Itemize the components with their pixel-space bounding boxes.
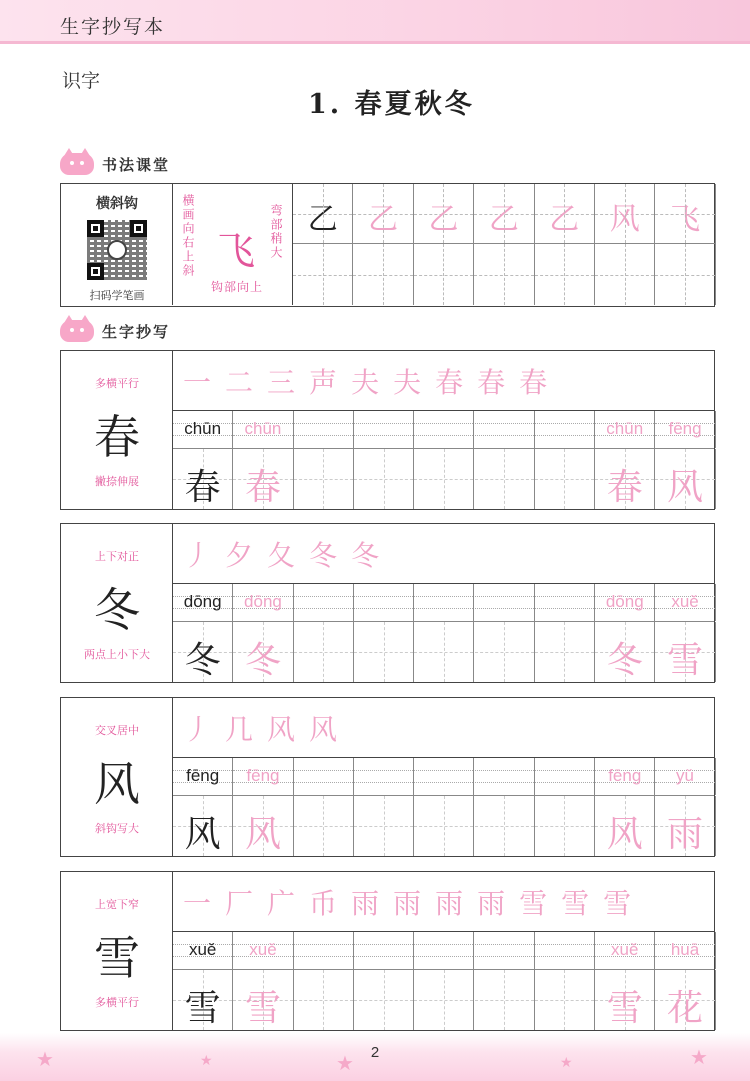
char-row [173,970,714,1030]
pinyin-cell[interactable] [475,932,535,969]
char-cell[interactable] [294,970,354,1030]
char-cell[interactable] [414,622,474,682]
pinyin-cell[interactable] [294,411,354,448]
tip-top: 多横平行 [95,377,139,390]
stroke-step: 春 [435,365,464,399]
char-cell[interactable] [414,970,474,1030]
stroke-step: 丿 [183,712,212,746]
char-cell[interactable] [655,796,715,856]
pinyin-text: fēng [668,419,702,438]
footer-band: ★ ★ ★ ★ ★ [0,1033,750,1081]
char-cell[interactable] [233,622,293,682]
char-cell[interactable] [595,970,655,1030]
pinyin-cell[interactable] [655,411,715,448]
char-cell[interactable] [173,449,233,509]
char-cell[interactable] [294,449,354,509]
tip-bottom: 斜钩写大 [95,822,139,835]
char-cell[interactable] [173,970,233,1030]
pinyin-cell[interactable] [655,758,715,795]
stroke-step: 雨 [435,886,464,920]
calligraphy-empty-cell[interactable] [353,244,413,305]
stroke-order-row [173,698,714,758]
pinyin-text: huā [670,940,700,959]
pinyin-text: dōng [183,592,222,611]
calligraphy-empty-cell[interactable] [293,244,353,305]
calligraphy-practice-cell[interactable] [535,184,595,244]
cat-icon [60,153,94,175]
pinyin-cell[interactable] [173,411,233,448]
stroke-step: 一 [183,886,212,920]
char-text: 雪 [184,988,221,1029]
pinyin-cell[interactable] [475,411,535,448]
char-row [173,796,714,856]
calligraphy-practice-cell[interactable] [595,184,655,244]
char-row [173,449,714,509]
char-text: 春 [184,467,221,508]
pinyin-row [173,584,714,622]
stroke-step: 夫 [351,365,380,399]
stroke-step: 雪 [603,886,632,920]
stroke-step: 几 [225,712,254,746]
char-cell[interactable] [475,970,535,1030]
stroke-step: 春 [477,365,506,399]
stroke-step: 风 [309,712,338,746]
pinyin-cell[interactable] [535,758,595,795]
calligraphy-practice-glyph: 风 [609,202,640,237]
char-row [173,622,714,682]
calligraphy-empty-cell[interactable] [655,244,715,305]
pinyin-cell[interactable] [173,584,233,621]
char-text: 风 [184,814,221,855]
pinyin-text: chūn [184,419,222,438]
stroke-step: 丿 [183,538,212,572]
pinyin-text: fēng [186,766,220,785]
pinyin-cell[interactable] [475,584,535,621]
char-text: 雨 [667,814,704,855]
char-text: 雪 [606,988,643,1029]
stroke-step: 雪 [561,886,590,920]
pinyin-cell[interactable] [173,932,233,969]
character-model [61,698,173,856]
tip-left: 横画向右上斜 [181,194,195,278]
tip-bottom: 多横平行 [95,996,139,1009]
char-cell[interactable] [414,796,474,856]
pinyin-cell[interactable] [414,411,474,448]
pinyin-text: chūn [244,419,282,438]
pinyin-cell[interactable] [414,584,474,621]
tip-bottom: 撇捺伸展 [95,475,139,488]
book-title: 生字抄写本 [60,16,166,38]
character-model [61,872,173,1030]
calligraphy-practice-glyph: 乙 [307,202,338,237]
stroke-order-row [173,872,714,932]
calligraphy-practice-glyph: 乙 [549,202,580,237]
char-cell[interactable] [475,796,535,856]
pinyin-text: dōng [605,592,644,611]
char-cell[interactable] [354,449,414,509]
qr-cell [61,184,173,305]
char-cell[interactable] [655,449,715,509]
calligraphy-empty-cell[interactable] [474,244,534,305]
char-text: 春 [244,467,281,508]
char-text: 花 [667,988,704,1029]
char-cell[interactable] [655,622,715,682]
calligraphy-practice-cell[interactable] [474,184,534,244]
char-cell[interactable] [354,622,414,682]
stroke-step: 广 [267,886,296,920]
stroke-step: 夕 [225,538,254,572]
stroke-step: 厂 [225,886,254,920]
pinyin-cell[interactable] [294,584,354,621]
calligraphy-practice-glyph: 乙 [488,202,519,237]
pinyin-cell[interactable] [655,932,715,969]
character-block [60,697,715,857]
character-block [60,350,715,510]
calligraphy-practice-cell[interactable] [414,184,474,244]
char-cell[interactable] [233,449,293,509]
pinyin-cell[interactable] [354,411,414,448]
character-model [61,351,173,509]
calligraphy-badge-label: 书法课堂 [102,155,171,174]
char-cell[interactable] [535,970,595,1030]
model-char: 雪 [94,931,140,985]
char-cell[interactable] [595,449,655,509]
pinyin-cell[interactable] [595,584,655,621]
model-char: 冬 [94,583,140,637]
pinyin-cell[interactable] [173,758,233,795]
pinyin-text: yǔ [676,766,695,785]
pinyin-cell[interactable] [595,411,655,448]
pinyin-cell[interactable] [595,932,655,969]
char-text: 雪 [667,640,704,681]
calligraphy-empty-cell[interactable] [414,244,474,305]
pinyin-text: xuě [188,940,217,959]
stroke-step: 二 [225,365,254,399]
pinyin-cell[interactable] [294,932,354,969]
stroke-step: 雨 [351,886,380,920]
pinyin-text: dōng [244,592,282,611]
stroke-name: 横斜钩 [96,196,138,212]
pinyin-cell[interactable] [535,932,595,969]
pinyin-row [173,758,714,796]
calligraphy-badge [60,151,170,177]
char-cell[interactable] [535,449,595,509]
char-cell[interactable] [655,970,715,1030]
pinyin-cell[interactable] [595,758,655,795]
char-cell[interactable] [414,449,474,509]
qr-code-icon[interactable] [87,220,147,280]
section-label: 识字 [62,70,101,92]
char-text: 冬 [184,640,221,681]
pinyin-row [173,411,714,449]
calligraphy-practice-cell[interactable] [655,184,715,244]
pinyin-cell[interactable] [354,584,414,621]
pinyin-cell[interactable] [294,758,354,795]
char-cell[interactable] [233,970,293,1030]
pinyin-cell[interactable] [233,411,293,448]
char-cell[interactable] [475,449,535,509]
pinyin-cell[interactable] [655,584,715,621]
model-char: 春 [94,410,140,464]
pinyin-cell[interactable] [233,932,293,969]
stroke-step: 一 [183,365,212,399]
char-cell[interactable] [595,622,655,682]
pinyin-cell[interactable] [414,932,474,969]
char-cell[interactable] [294,622,354,682]
tip-top: 交叉居中 [95,724,139,737]
char-text: 雪 [244,988,281,1029]
tip-right: 弯部稍大 [269,204,283,260]
qr-caption: 扫码学笔画 [89,289,145,302]
calligraphy-practice-cell[interactable] [353,184,413,244]
calligraphy-box [60,183,715,307]
stroke-step: 雨 [477,886,506,920]
stroke-step: 声 [309,365,338,399]
pinyin-cell[interactable] [354,758,414,795]
char-text: 风 [667,467,704,508]
calligraphy-practice-cell[interactable] [293,184,353,244]
char-cell[interactable] [233,796,293,856]
pinyin-row [173,932,714,970]
char-cell[interactable] [595,796,655,856]
tip-top: 上下对正 [95,550,139,563]
model-char: 风 [94,757,140,811]
calligraphy-empty-cell[interactable] [535,244,595,305]
char-cell[interactable] [173,796,233,856]
stroke-step: 冬 [309,538,338,572]
pinyin-text: xuě [249,940,277,959]
stroke-step: 雪 [519,886,548,920]
pinyin-text: xuě [611,940,639,959]
stroke-guide [173,184,293,305]
copy-badge-label: 生字抄写 [102,322,171,341]
char-text: 冬 [606,640,643,681]
char-text: 风 [244,814,281,855]
character-model [61,524,173,682]
stroke-step: 三 [267,365,296,399]
stroke-step: 夂 [267,538,296,572]
pinyin-cell[interactable] [233,584,293,621]
char-cell[interactable] [294,796,354,856]
stroke-step: 春 [519,365,548,399]
stroke-step: 风 [267,712,296,746]
character-block [60,523,715,683]
char-text: 风 [606,814,643,855]
stroke-order-row [173,524,714,584]
lesson-title: 1. 春夏秋冬 [308,89,475,120]
char-cell[interactable] [354,796,414,856]
stroke-step: 夫 [393,365,422,399]
tip-bottom: 钩部向上 [211,280,264,294]
cat-icon [60,320,94,342]
char-cell[interactable] [173,622,233,682]
char-cell[interactable] [354,970,414,1030]
pinyin-cell[interactable] [233,758,293,795]
tip-top: 上宽下窄 [95,898,139,911]
calligraphy-practice-glyph: 飞 [670,202,701,237]
pinyin-text: chūn [606,419,644,438]
stroke-order-row [173,351,714,411]
pinyin-cell[interactable] [535,411,595,448]
guide-char: 飞 [217,229,256,273]
stroke-step: 雨 [393,886,422,920]
tip-bottom: 两点上小下大 [84,648,150,661]
pinyin-cell[interactable] [475,758,535,795]
stroke-step: 冬 [351,538,380,572]
char-text: 春 [606,467,643,508]
stroke-step: 币 [309,886,338,920]
calligraphy-practice-glyph: 乙 [368,202,399,237]
page-number: 2 [370,1044,380,1061]
calligraphy-empty-cell[interactable] [595,244,655,305]
pinyin-cell[interactable] [354,932,414,969]
copy-badge [60,318,170,344]
pinyin-cell[interactable] [535,584,595,621]
char-cell[interactable] [535,622,595,682]
char-text: 冬 [244,640,281,681]
calligraphy-practice-glyph: 乙 [428,202,459,237]
pinyin-cell[interactable] [414,758,474,795]
character-block [60,871,715,1031]
char-cell[interactable] [535,796,595,856]
pinyin-text: xuě [671,592,699,611]
char-cell[interactable] [475,622,535,682]
pinyin-text: fēng [608,766,642,785]
pinyin-text: fēng [246,766,280,785]
